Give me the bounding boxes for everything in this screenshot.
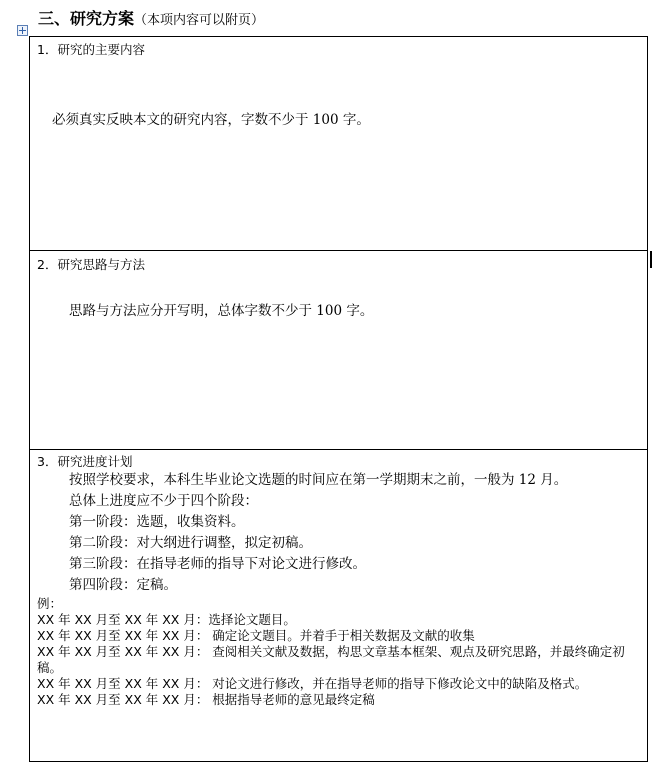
schedule-plan [69, 470, 567, 596]
plan-line: 第四阶段：定稿。 [69, 577, 177, 593]
section-note: （本项内容可以附页） [134, 13, 265, 28]
cell-ideas-methods[interactable] [30, 251, 647, 450]
example-row: XX 年 XX 月至 XX 年 XX 月： 对论文进行修改，并在指导老师的指导下修改论文中的缺陷及格式。 [37, 676, 588, 691]
cell-body-text: 必须真实反映本文的研究内容，字数不少于 100 字。 [52, 112, 370, 128]
cell-title: 1．研究的主要内容 [37, 42, 145, 57]
cell-title: 3．研究进度计划 [37, 454, 133, 469]
cell-main-content[interactable] [30, 37, 647, 251]
example-row: XX 年 XX 月至 XX 年 XX 月： 确定论文题目。并着手于相关数据及文献的收集 [37, 628, 475, 643]
plan-line: 按照学校要求，本科生毕业论文选题的时间应在第一学期期末之前，一般为 12 月。 [69, 472, 568, 488]
table-move-handle-icon[interactable] [17, 25, 28, 36]
plan-line: 第二阶段：对大纲进行调整，拟定初稿。 [69, 535, 312, 551]
cell-body-text: 思路与方法应分开写明，总体字数不少于 100 字。 [69, 303, 374, 319]
example-row: XX 年 XX 月至 XX 年 XX 月： 查阅相关文献及数据，构思文章基本框架、观点及研究思路，并最终确定初稿。 [37, 644, 625, 675]
cell-schedule[interactable] [30, 450, 647, 761]
research-plan-table [29, 36, 648, 762]
example-label: 例： [37, 596, 63, 611]
plan-line: 总体上进度应不少于四个阶段： [69, 493, 258, 509]
plan-line: 第一阶段：选题，收集资料。 [69, 514, 245, 530]
example-row: XX 年 XX 月至 XX 年 XX 月：选择论文题目。 [37, 612, 296, 627]
text-cursor [650, 251, 652, 268]
section-heading [38, 6, 264, 29]
example-row: XX 年 XX 月至 XX 年 XX 月： 根据指导老师的意见最终定稿 [37, 692, 375, 707]
plan-line: 第三阶段：在指导老师的指导下对论文进行修改。 [69, 556, 366, 572]
schedule-example [37, 596, 643, 708]
section-title: 三、研究方案 [38, 9, 135, 28]
cell-title: 2．研究思路与方法 [37, 257, 145, 272]
